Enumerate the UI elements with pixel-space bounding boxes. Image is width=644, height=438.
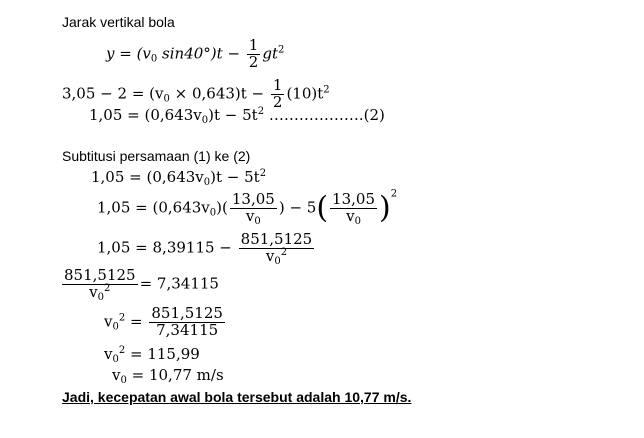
eq4-sup: 2 xyxy=(259,168,267,179)
eq7-frac-den-sub: 0 xyxy=(97,291,105,303)
eq2-frac-num: 1 xyxy=(272,76,283,94)
eq4-sub: 0 xyxy=(203,177,211,188)
eq1-right: gt xyxy=(262,44,278,63)
eq5-frac2-den: v xyxy=(346,206,355,225)
section-title-substitution: Subtitusi persamaan (1) ke (2) xyxy=(62,148,251,164)
eq2-sup: 2 xyxy=(323,84,330,96)
eq8-frac-den: 7,34115 xyxy=(156,320,219,339)
eq5-frac1-num: 13,05 xyxy=(231,190,275,208)
eq6-frac-den: v xyxy=(265,246,275,265)
eq1-frac-den: 2 xyxy=(248,52,259,71)
eq6-frac-den-sup: 2 xyxy=(280,246,288,258)
eq5-big-paren-left: ( xyxy=(316,190,329,226)
conclusion-text: Jadi, kecepatan awal bola tersebut adalah 10,77 m/s. xyxy=(62,389,412,405)
eq3-sup: 2 xyxy=(257,106,265,117)
eq5-frac2-num: 13,05 xyxy=(332,190,375,208)
equation-3 xyxy=(89,106,385,126)
equation-6 xyxy=(97,232,316,265)
eq6-left: 1,05 = 8,39115 − xyxy=(97,238,232,257)
eq4-right: )t − 5t xyxy=(210,168,260,186)
eq1-sup: 2 xyxy=(277,44,285,56)
eq2-sub: 0 xyxy=(163,93,170,105)
eq5-fraction-2 xyxy=(330,192,377,225)
eq7-fraction xyxy=(62,268,138,301)
eq3-sub: 0 xyxy=(201,115,209,126)
eq8-sup: 2 xyxy=(118,312,126,324)
equation-9 xyxy=(104,345,200,365)
eq9-right: = 115,99 xyxy=(125,345,200,363)
eq2-frac-den: 2 xyxy=(272,92,283,111)
equation-10 xyxy=(112,366,224,386)
equation-8 xyxy=(104,306,227,339)
eq1-left: y = (v xyxy=(106,44,151,63)
eq1-fraction xyxy=(247,38,261,71)
eq6-fraction xyxy=(239,232,315,265)
eq6-frac-den-sub: 0 xyxy=(274,255,281,267)
eq3-left: 1,05 = (0,643v xyxy=(89,106,202,124)
eq2-right: (10)t xyxy=(286,84,324,103)
eq3-tail: ……………….(2) xyxy=(264,106,385,124)
eq2-left: 3,05 − 2 = (v xyxy=(62,84,164,103)
eq4-left: 1,05 = (0,643v xyxy=(91,168,204,186)
eq8-eq: = xyxy=(125,312,143,331)
eq9-sub: 0 xyxy=(112,354,119,365)
eq6-frac-num: 851,5125 xyxy=(240,230,313,248)
eq9-left: v xyxy=(104,345,113,363)
eq1-mid: sin40°)t − xyxy=(157,44,241,63)
equation-1 xyxy=(106,38,284,71)
eq5-mid: ) − 5 xyxy=(278,198,317,217)
eq5-left: 1,05 = (0,643v xyxy=(97,198,210,217)
eq5-big-paren-right: ) xyxy=(379,190,391,226)
eq7-frac-den-sup: 2 xyxy=(104,282,111,294)
eq5-frac2-den-sub: 0 xyxy=(354,215,361,227)
eq2-mid: × 0,643)t − xyxy=(169,84,265,103)
section-title-vertical-distance: Jarak vertikal bola xyxy=(62,14,175,30)
eq5-frac1-den-sub: 0 xyxy=(254,215,261,227)
eq7-frac-num: 851,5125 xyxy=(64,266,136,284)
eq8-frac-num: 851,5125 xyxy=(151,304,223,322)
eq7-right: = 7,34115 xyxy=(139,274,219,293)
eq9-sup: 2 xyxy=(118,345,126,356)
equation-7 xyxy=(60,268,219,301)
eq1-frac-num: 1 xyxy=(248,36,259,54)
eq10-right: = 10,77 m/s xyxy=(126,366,224,384)
eq1-sub: 0 xyxy=(150,53,158,65)
eq8-sub: 0 xyxy=(112,321,119,333)
eq8-left: v xyxy=(104,312,113,331)
eq5-fraction-1 xyxy=(230,192,277,225)
eq8-fraction xyxy=(149,306,225,339)
eq5-paren-open: )( xyxy=(216,198,228,217)
equation-5 xyxy=(97,188,398,227)
equation-4 xyxy=(91,168,267,188)
eq10-sub: 0 xyxy=(120,375,127,386)
eq3-right: )t − 5t xyxy=(208,106,258,124)
eq5-sub: 0 xyxy=(209,207,217,219)
eq7-frac-den: v xyxy=(89,282,98,301)
eq10-left: v xyxy=(112,366,121,384)
eq5-frac1-den: v xyxy=(245,206,255,225)
eq5-sup: 2 xyxy=(390,188,398,200)
